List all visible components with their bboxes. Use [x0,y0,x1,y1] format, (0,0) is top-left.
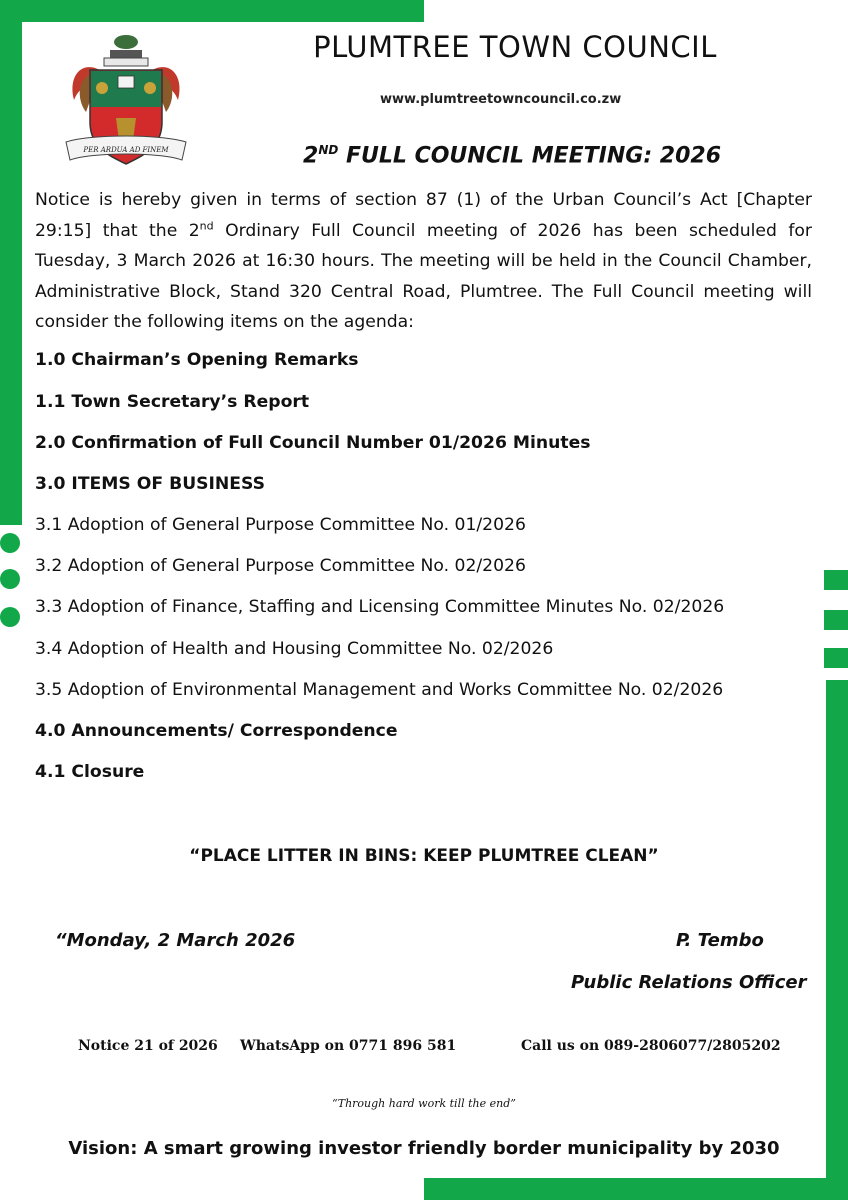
notice-text-part2: Ordinary Full Council meeting of 2026 has been scheduled for Tuesday, 3 March 2026 at 16:30 hours. The meeting will be held in the Council Chamber, Administrative Block, Stand 320 Central Road, Plumtree. The Full Council meeting will consider the following items on the agenda: [35,220,812,332]
agenda-item: 2.0 Confirmation of Full Council Number 01/2026 Minutes [35,433,591,453]
green-dot [0,569,20,589]
green-dot [0,607,20,627]
vision-statement: Vision: A smart growing investor friendly border municipality by 2030 [68,1138,780,1159]
top-green-bar [0,0,424,22]
crest-motto-text: PER ARDUA AD FINEM [83,146,169,154]
notice-date: “Monday, 2 March 2026 [55,930,296,951]
footer-notice-number: Notice 21 of 2026 [78,1038,218,1054]
coat-of-arms-logo [60,30,192,170]
green-stripe [824,570,848,590]
meeting-title [303,143,721,168]
agenda-item: 1.1 Town Secretary’s Report [35,392,310,412]
notice-paragraph [35,185,812,338]
agenda-item: 3.4 Adoption of Health and Housing Committee No. 02/2026 [35,639,554,659]
green-stripe [824,610,848,630]
footer-motto: “Through hard work till the end” [332,1097,516,1110]
meeting-title-number: 2 [303,143,319,169]
agenda-item: 4.1 Closure [35,762,145,782]
agenda-item: 3.3 Adoption of Finance, Staffing and Licensing Committee Minutes No. 02/2026 [35,597,725,617]
footer-call: Call us on 089-2806077/2805202 [521,1038,781,1054]
agenda-item: 3.1 Adoption of General Purpose Committee No. 01/2026 [35,515,526,535]
agenda-item: 4.0 Announcements/ Correspondence [35,721,398,741]
notice-superscript: nd [199,218,214,232]
website-url: www.plumtreetowncouncil.co.zw [380,92,622,107]
notice-text-part1: Notice is hereby given in terms of section 87 (1) of the Urban Council’s Act [Chapter 29:15] that the 2 [35,190,812,241]
signer-name: P. Tembo [676,930,764,951]
green-stripe [824,648,848,668]
meeting-title-superscript: ND [318,143,339,157]
agenda-item: 3.0 ITEMS OF BUSINESS [35,474,266,494]
agenda-item: 1.0 Chairman’s Opening Remarks [35,350,359,370]
signer-title: Public Relations Officer [571,972,807,993]
slogan: “PLACE LITTER IN BINS: KEEP PLUMTREE CLEAN” [189,846,659,866]
right-green-bar [826,680,848,1200]
bottom-green-bar [424,1178,848,1200]
agenda-item: 3.2 Adoption of General Purpose Committee No. 02/2026 [35,556,526,576]
council-name: PLUMTREE TOWN COUNCIL [313,30,717,64]
green-dot [0,533,20,553]
left-green-bar [0,0,22,525]
meeting-title-text: FULL COUNCIL MEETING: 2026 [338,143,722,169]
agenda-item: 3.5 Adoption of Environmental Management and Works Committee No. 02/2026 [35,680,724,700]
footer-whatsapp: WhatsApp on 0771 896 581 [240,1038,457,1054]
